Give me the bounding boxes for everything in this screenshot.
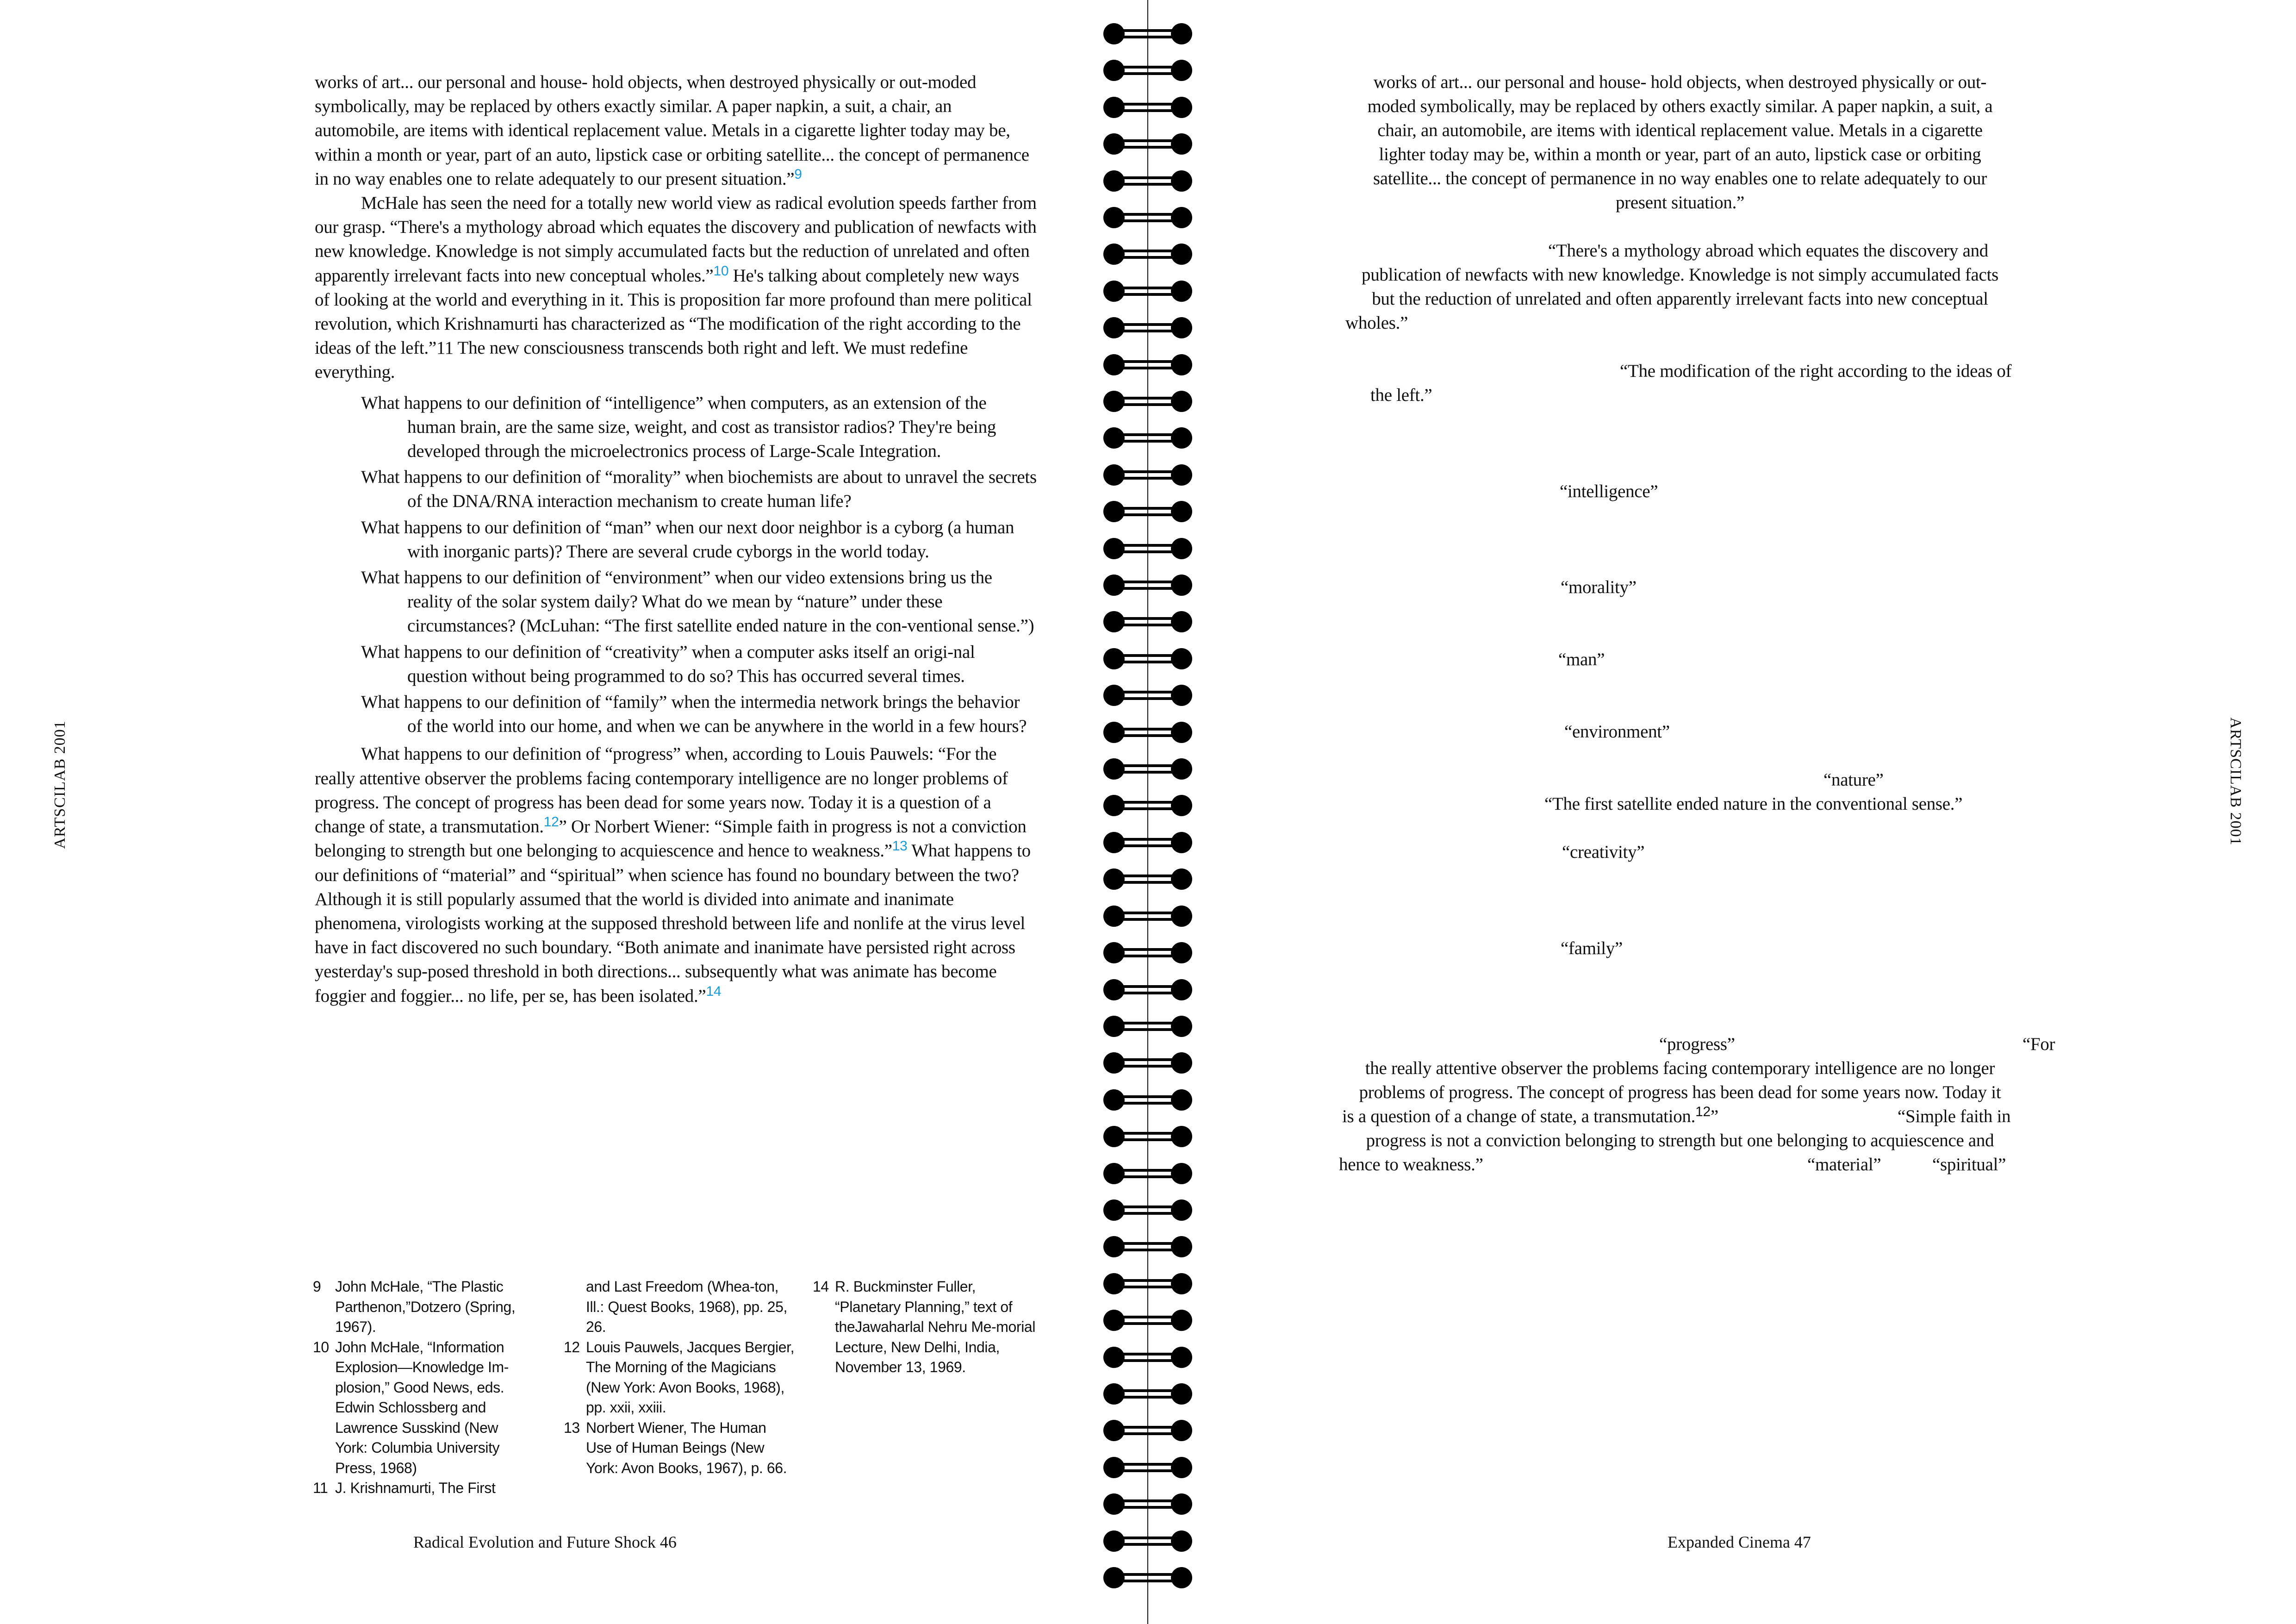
ring-hole-right: [1171, 1493, 1192, 1515]
right-line: satellite... the concept of permanence in no way enables one to relate adequately to our: [1373, 169, 1987, 188]
ring-hole-left: [1103, 979, 1125, 1000]
ring-wire: [1117, 1426, 1178, 1435]
word-material: “material”: [1807, 1155, 1881, 1174]
binding-ring: [1103, 1089, 1192, 1111]
binding-ring: [1103, 868, 1192, 890]
footnote-column-1: [313, 1277, 530, 1499]
ring-wire: [1117, 874, 1178, 884]
ring-hole-left: [1103, 685, 1125, 706]
ring-wire: [1117, 1316, 1178, 1325]
binding-ring: [1103, 23, 1192, 44]
word-progress: “progress”: [1659, 1034, 1735, 1054]
ring-hole-left: [1103, 868, 1125, 890]
right-line: present situation.”: [1615, 193, 1745, 212]
ring-hole-right: [1171, 538, 1192, 559]
binding-ring: [1103, 1016, 1192, 1037]
ring-wire: [1117, 176, 1178, 186]
word-intelligence: “intelligence”: [1560, 481, 1658, 501]
paragraph-1: works of art... our personal and house- hold objects, when destroyed physically or out-moded symbolically, may be replaced by others exactly similar. A paper napkin, a suit, a chair, an automobile, are items with identical replacement value. Metals in a cigarette lighter today may be, within a month or year, part of an auto, lipstick case or orbiting satellite... the concept of permanence in no way enables one to relate adequately to our present situation.”$^9$: [315, 72, 1029, 189]
right-page-footer: Expanded Cinema 47: [1668, 1533, 1811, 1551]
binding-ring: [1103, 575, 1192, 596]
right-line: the left.”: [1370, 385, 1432, 405]
binding-ring: [1103, 1052, 1192, 1074]
ring-wire: [1117, 1242, 1178, 1251]
ring-hole-left: [1103, 722, 1125, 743]
binding-ring: [1103, 685, 1192, 706]
ring-hole-left: [1103, 1493, 1125, 1515]
ring-hole-right: [1171, 1530, 1192, 1552]
ring-hole-right: [1171, 501, 1192, 522]
word-creativity: “creativity”: [1562, 842, 1645, 862]
binding-ring: [1103, 1567, 1192, 1588]
word-spiritual: “spiritual”: [1932, 1155, 2006, 1174]
ring-hole-left: [1103, 1310, 1125, 1331]
ring-wire: [1117, 801, 1178, 810]
binding-ring: [1103, 281, 1192, 302]
left-page-footer: Radical Evolution and Future Shock 46: [413, 1533, 677, 1551]
word-nature: “nature”: [1823, 770, 1884, 790]
ring-hole-left: [1103, 170, 1125, 192]
ring-hole-left: [1103, 1530, 1125, 1552]
binding-ring: [1103, 611, 1192, 632]
ring-hole-left: [1103, 427, 1125, 449]
binding-ring: [1103, 317, 1192, 338]
left-body-text: [315, 70, 1037, 1008]
footnote-ref-13[interactable]: 13: [892, 838, 908, 854]
ring-hole-right: [1171, 722, 1192, 743]
right-line: publication of newfacts with new knowledge. Knowledge is not simply accumulated facts: [1362, 265, 1998, 285]
ring-hole-right: [1171, 1016, 1192, 1037]
ring-hole-left: [1103, 832, 1125, 853]
word-man: “man”: [1558, 650, 1605, 669]
ring-hole-right: [1171, 1199, 1192, 1221]
footnote-10: 10 John McHale, “Information Explosion—Knowledge Im-plosion,” Good News, eds. Edwin Schlossberg and Lawrence Susskind (New York: Columbia University Press, 1968): [313, 1338, 509, 1476]
word-morality: “morality”: [1561, 577, 1636, 597]
ring-hole-right: [1171, 1457, 1192, 1478]
ring-wire: [1117, 1573, 1178, 1582]
ring-wire: [1117, 139, 1178, 149]
binding-ring: [1103, 1420, 1192, 1441]
right-line: works of art... our personal and house- hold objects, when destroyed physically or out-: [1373, 72, 1987, 92]
ring-hole-right: [1171, 427, 1192, 449]
footnote-ref-12[interactable]: 12: [543, 814, 559, 830]
ring-hole-right: [1171, 906, 1192, 927]
ring-wire: [1117, 838, 1178, 847]
ring-hole-left: [1103, 1236, 1125, 1257]
binding-ring: [1103, 1310, 1192, 1331]
ring-hole-right: [1171, 354, 1192, 375]
left-page: [0, 0, 1101, 1624]
binding-ring: [1103, 207, 1192, 228]
binding-ring: [1103, 1383, 1192, 1405]
ring-wire: [1117, 544, 1178, 553]
ring-wire: [1117, 29, 1178, 38]
ring-hole-right: [1171, 23, 1192, 44]
ring-hole-right: [1171, 832, 1192, 853]
ring-hole-right: [1171, 1347, 1192, 1368]
footnote-ref-9[interactable]: 9: [794, 166, 802, 182]
question-list: [315, 391, 1037, 739]
ring-wire: [1117, 250, 1178, 259]
ring-hole-right: [1171, 133, 1192, 155]
binding-ring: [1103, 722, 1192, 743]
ring-hole-left: [1103, 1383, 1125, 1405]
ring-hole-right: [1171, 281, 1192, 302]
ring-hole-right: [1171, 1089, 1192, 1111]
ring-hole-right: [1171, 868, 1192, 890]
ring-wire: [1117, 985, 1178, 994]
ring-wire: [1117, 1022, 1178, 1031]
footnote-11-continued: and Last Freedom (Whea-ton, Ill.: Quest Books, 1968), pp. 25, 26.: [586, 1278, 788, 1335]
ring-hole-left: [1103, 501, 1125, 522]
ring-hole-right: [1171, 60, 1192, 81]
binding-ring: [1103, 354, 1192, 375]
right-line: chair, an automobile, are items with identical replacement value. Metals in a cigarette: [1377, 120, 1983, 140]
binding-ring: [1103, 1530, 1192, 1552]
paragraph-3: What happens to our definition of “progress” when, according to Louis Pauwels: “For the really attentive observer the problems facing contemporary intelligence are no longer problems of progress. The concept of progress has been dead for some years now. Today it is a question of a change of state, a transmutation.$^{12}$” Or Norbert Wiener: “Simple faith in progress is not a conviction belonging to strength but one belonging to acquiescence and hence to weakness.”$^{13}$ What happens to our definitions of “material” and “spiritual” when science has found no boundary between the two? Although it is still popularly assumed that the world is divided into animate and inanimate phenomena, virologists working at the supposed threshold between life and nonlife at the virus level have in fact discovered no such boundary. “Both animate and inanimate have persisted right across yesterday's sup-posed threshold in both directions... subsequently what was animate has become foggier and foggier... no life, per se, has been isolated.”$^{14}$: [315, 744, 1031, 1006]
footnote-11: 11 J. Krishnamurti, The First: [313, 1480, 496, 1496]
footnote-column-3: [813, 1277, 1044, 1378]
binding-ring: [1103, 648, 1192, 669]
ring-hole-right: [1171, 1273, 1192, 1294]
question-item: What happens to our definition of “intelligence” when computers, as an extension of the human brain, are the same size, weight, and cost as transistor radios? They're being developed through the microelectronics process of Large-Scale Integration.: [361, 393, 996, 462]
ring-wire: [1117, 507, 1178, 516]
binding-ring: [1103, 1457, 1192, 1478]
ring-hole-left: [1103, 1016, 1125, 1037]
binding-ring: [1103, 1126, 1192, 1147]
ring-hole-right: [1171, 979, 1192, 1000]
ring-hole-right: [1171, 758, 1192, 780]
ring-hole-left: [1103, 1420, 1125, 1441]
ring-wire: [1117, 103, 1178, 112]
binding-ring: [1103, 391, 1192, 412]
simple-faith: “Simple faith in: [1898, 1106, 2011, 1126]
ring-wire: [1117, 1537, 1178, 1546]
ring-wire: [1117, 691, 1178, 700]
binding-ring: [1103, 170, 1192, 192]
ring-hole-right: [1171, 244, 1192, 265]
ring-hole-right: [1171, 1163, 1192, 1184]
ring-wire: [1117, 470, 1178, 480]
question-item: What happens to our definition of “man” when our next door neighbor is a cyborg (a human with inorganic parts)? There are several crude cyborgs in the world today.: [361, 517, 1014, 562]
side-label-right: ARTSCILAB 2001: [2227, 717, 2244, 846]
ring-hole-left: [1103, 942, 1125, 963]
footnote-14: 14 R. Buckminster Fuller, “Planetary Planning,” text of theJawaharlal Nehru Me-morial Lecture, New Delhi, India, November 13, 1969.: [813, 1278, 1036, 1375]
ring-wire: [1117, 433, 1178, 443]
ring-wire: [1117, 948, 1178, 957]
ring-wire: [1117, 1463, 1178, 1472]
ring-wire: [1117, 1499, 1178, 1509]
right-line: but the reduction of unrelated and often apparently irrelevant facts into new conceptual: [1372, 289, 1988, 309]
question-item: What happens to our definition of “environment” when our video extensions bring us the reality of the solar system daily? What do we mean by “nature” under these circumstances? (McLuhan: “The first satellite ended nature in the con-ventional sense.”): [361, 568, 1034, 636]
ring-hole-left: [1103, 464, 1125, 486]
right-line: “There's a mythology abroad which equates the discovery and: [1548, 241, 1988, 261]
ring-hole-right: [1171, 795, 1192, 816]
ring-hole-right: [1171, 648, 1192, 669]
ring-wire: [1117, 1279, 1178, 1288]
ring-hole-right: [1171, 170, 1192, 192]
binding-ring: [1103, 60, 1192, 81]
ring-hole-right: [1171, 391, 1192, 412]
ring-wire: [1117, 66, 1178, 75]
right-line: hence to weakness.”: [1339, 1155, 1483, 1174]
ring-hole-right: [1171, 1567, 1192, 1588]
ring-wire: [1117, 213, 1178, 222]
satellite-quote: “The first satellite ended nature in the conventional sense.”: [1544, 794, 1963, 814]
binding-ring: [1103, 133, 1192, 155]
ring-wire: [1117, 1132, 1178, 1141]
ring-hole-left: [1103, 795, 1125, 816]
ring-wire: [1117, 581, 1178, 590]
ring-hole-left: [1103, 1199, 1125, 1221]
binding-ring: [1103, 1493, 1192, 1515]
ring-hole-left: [1103, 1052, 1125, 1074]
ring-wire: [1117, 912, 1178, 921]
ring-wire: [1117, 1169, 1178, 1178]
right-line: “The modification of the right according to the ideas of: [1620, 361, 2012, 381]
ring-hole-left: [1103, 60, 1125, 81]
binding-ring: [1103, 427, 1192, 449]
binding-ring: [1103, 538, 1192, 559]
ring-wire: [1117, 728, 1178, 737]
binding-ring: [1103, 832, 1192, 853]
ring-hole-right: [1171, 1126, 1192, 1147]
ring-hole-right: [1171, 97, 1192, 118]
ring-wire: [1117, 1206, 1178, 1215]
ring-hole-left: [1103, 23, 1125, 44]
right-line: wholes.”: [1345, 313, 1408, 333]
ring-hole-left: [1103, 1163, 1125, 1184]
footnote-13: 13 Norbert Wiener, The Human Use of Human Beings (New York: Avon Books, 1967), p. 66.: [564, 1419, 787, 1476]
footnote-ref-10[interactable]: 10: [713, 263, 729, 279]
binding-ring: [1103, 1347, 1192, 1368]
right-line: lighter today may be, within a month or year, part of an auto, lipstick case or orbiting: [1379, 144, 1981, 164]
ring-hole-left: [1103, 354, 1125, 375]
ring-hole-left: [1103, 97, 1125, 118]
ring-hole-left: [1103, 758, 1125, 780]
ring-hole-left: [1103, 1089, 1125, 1111]
ring-wire: [1117, 1389, 1178, 1399]
ring-hole-left: [1103, 317, 1125, 338]
ring-hole-left: [1103, 1457, 1125, 1478]
ring-hole-right: [1171, 1236, 1192, 1257]
ring-hole-right: [1171, 317, 1192, 338]
ring-wire: [1117, 1058, 1178, 1068]
right-line: moded symbolically, may be replaced by others exactly similar. A paper napkin, a suit, a: [1367, 96, 1993, 116]
ring-hole-left: [1103, 244, 1125, 265]
ring-wire: [1117, 397, 1178, 406]
ring-hole-left: [1103, 281, 1125, 302]
ring-hole-left: [1103, 133, 1125, 155]
binding-ring: [1103, 906, 1192, 927]
ring-wire: [1117, 1095, 1178, 1105]
binding-ring: [1103, 1236, 1192, 1257]
binding-ring: [1103, 1163, 1192, 1184]
ring-hole-right: [1171, 1310, 1192, 1331]
ring-wire: [1117, 360, 1178, 369]
ring-wire: [1117, 323, 1178, 332]
ring-hole-right: [1171, 207, 1192, 228]
ring-hole-left: [1103, 1347, 1125, 1368]
ring-wire: [1117, 617, 1178, 626]
right-page: [1194, 0, 2296, 1624]
right-line: the really attentive observer the problems facing contemporary intelligence are no longer: [1365, 1058, 1995, 1078]
ring-hole-left: [1103, 648, 1125, 669]
word-family: “family”: [1561, 938, 1623, 958]
binding-ring: [1103, 464, 1192, 486]
binding-ring: [1103, 97, 1192, 118]
binding-ring: [1103, 979, 1192, 1000]
ring-wire: [1117, 1353, 1178, 1362]
footnote-ref-14[interactable]: 14: [706, 983, 722, 999]
ring-hole-right: [1171, 685, 1192, 706]
question-item: What happens to our definition of “creativity” when a computer asks itself an origi-nal question without being programmed to do so? This has occurred several times.: [361, 642, 975, 686]
ring-hole-left: [1103, 1273, 1125, 1294]
ring-hole-left: [1103, 906, 1125, 927]
ring-hole-left: [1103, 1567, 1125, 1588]
ring-hole-right: [1171, 1052, 1192, 1074]
ring-hole-right: [1171, 942, 1192, 963]
ring-hole-left: [1103, 575, 1125, 596]
binding-ring: [1103, 501, 1192, 522]
ring-hole-left: [1103, 611, 1125, 632]
binding-ring: [1103, 1199, 1192, 1221]
binding-ring: [1103, 1273, 1192, 1294]
ring-hole-right: [1171, 575, 1192, 596]
footnote-9: 9 John McHale, “The Plastic Parthenon,”Dotzero (Spring, 1967).: [313, 1278, 516, 1335]
side-label-left: ARTSCILAB 2001: [51, 720, 68, 849]
footnote-12: 12 Louis Pauwels, Jacques Bergier, The Morning of the Magicians (New York: Avon Books, 1968), pp. xxii, xxiii.: [564, 1338, 795, 1416]
word-environment: “environment”: [1564, 722, 1670, 742]
ring-hole-right: [1171, 464, 1192, 486]
word-for: “For: [2022, 1034, 2055, 1054]
question-item: What happens to our definition of “family” when the intermedia network brings the behavior of the world into our home, and when we can be anywhere in the world in a few hours?: [361, 692, 1027, 737]
right-line: problems of progress. The concept of progress has been dead for some years now. Today it: [1359, 1082, 2001, 1102]
ring-wire: [1117, 287, 1178, 296]
ring-hole-right: [1171, 1383, 1192, 1405]
binding-ring: [1103, 795, 1192, 816]
footnote-ref-12-right: 12: [1695, 1104, 1711, 1119]
binding-ring: [1103, 244, 1192, 265]
ring-hole-right: [1171, 1420, 1192, 1441]
ring-hole-left: [1103, 207, 1125, 228]
ring-hole-right: [1171, 611, 1192, 632]
ring-wire: [1117, 654, 1178, 663]
binding-ring: [1103, 942, 1192, 963]
binding-ring: [1103, 758, 1192, 780]
paragraph-2: McHale has seen the need for a totally new world view as radical evolution speeds farther from our grasp. “There's a mythology abroad which equates the discovery and publication of newfacts with new knowledge. Knowledge is not simply accumulated facts but the reduction of unrelated and often apparently irrelevant facts into new conceptual wholes.”$^{10}$ He's talking about completely new ways of looking at the world and everything in it. This is proposition far more profound than mere political revolution, which Krishnamurti has characterized as “The modification of the right according to the ideas of the left.”11 The new consciousness transcends both right and left. We must redefine everything.: [315, 193, 1037, 382]
ring-hole-left: [1103, 1126, 1125, 1147]
right-line: is a question of a change of state, a transmutation.$^{12}$”: [1342, 1104, 1718, 1126]
right-line: progress is not a conviction belonging to strength but one belonging to acquiescence and: [1366, 1131, 1994, 1150]
ring-hole-left: [1103, 538, 1125, 559]
question-item: What happens to our definition of “morality” when biochemists are about to unravel the secrets of the DNA/RNA interaction mechanism to create human life?: [361, 467, 1037, 512]
footnote-column-2: [564, 1277, 795, 1478]
ring-hole-left: [1103, 391, 1125, 412]
ring-wire: [1117, 764, 1178, 774]
